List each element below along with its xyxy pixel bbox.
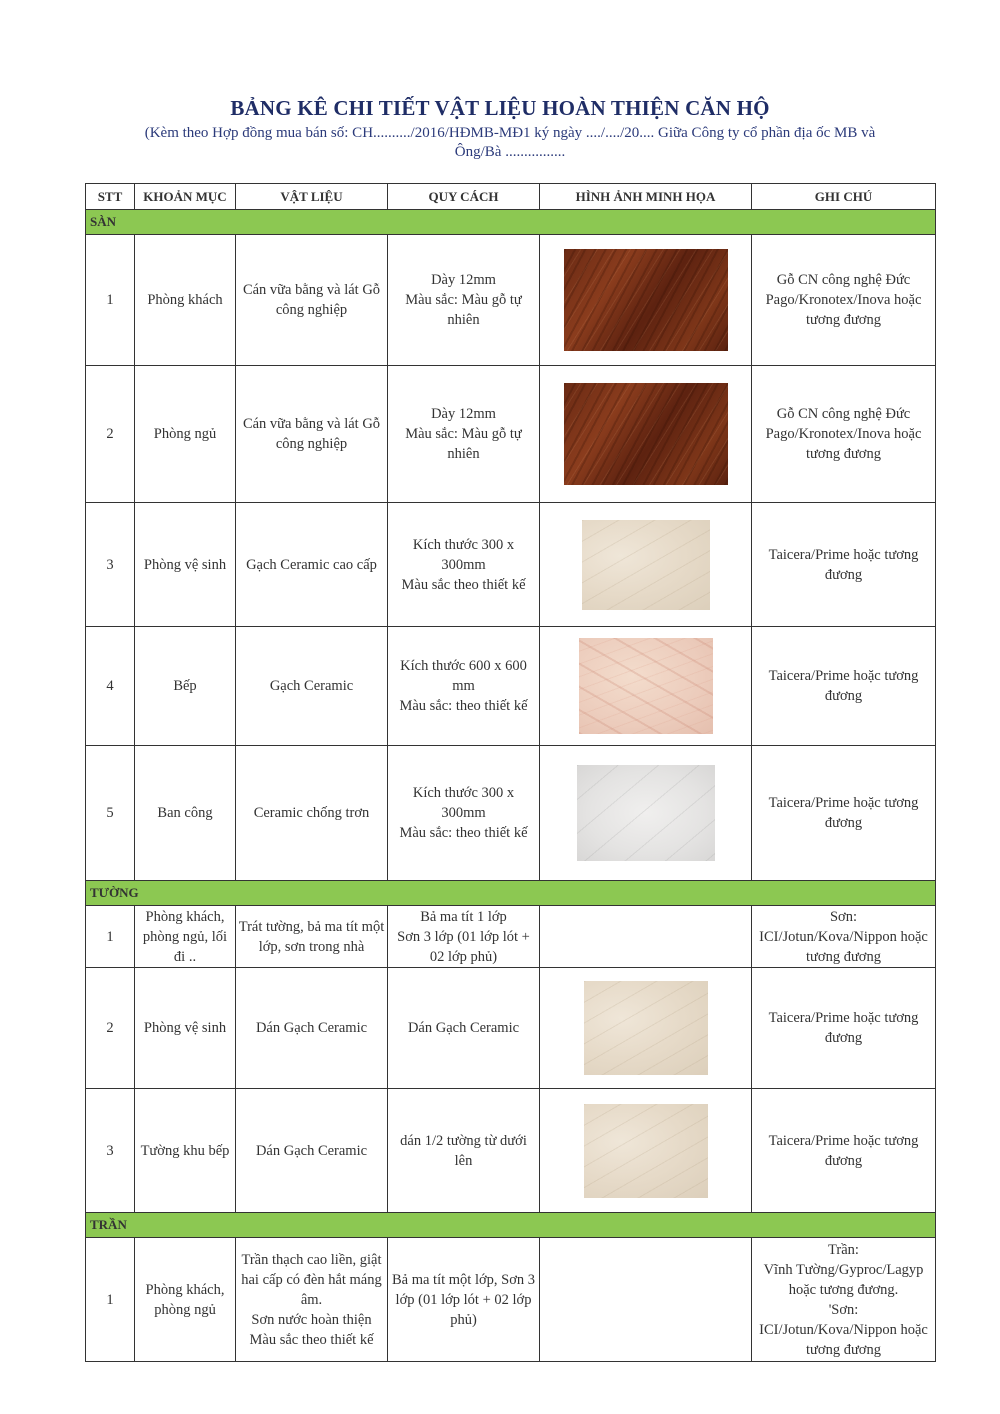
table-row — [86, 968, 936, 1089]
cell-stt: 3 — [86, 1089, 135, 1213]
wood-floor-swatch-image — [564, 249, 728, 351]
cell-material: Ceramic chống trơn — [236, 746, 388, 881]
cell-image — [540, 1238, 752, 1362]
cell-item: Phòng vệ sinh — [135, 968, 236, 1089]
cell-image — [540, 906, 752, 968]
beige-tile-swatch-image — [584, 1104, 708, 1198]
col-header-spec: QUY CÁCH — [388, 184, 540, 210]
cell-item: Phòng khách, phòng ngủ — [135, 1238, 236, 1362]
cell-spec: Dày 12mm Màu sắc: Màu gỗ tự nhiên — [388, 235, 540, 366]
subtitle-line-2: Ông/Bà ................ — [454, 144, 566, 160]
cell-item: Tường khu bếp — [135, 1089, 236, 1213]
pink-marble-swatch-image — [579, 638, 713, 734]
section-label: TƯỜNG — [86, 881, 936, 906]
table-row — [86, 1089, 936, 1213]
page-subtitle — [100, 124, 920, 162]
section-label: TRẦN — [86, 1213, 936, 1238]
grey-tile-swatch-image — [577, 765, 715, 861]
cell-spec: Bả ma tít một lớp, Sơn 3 lớp (01 lớp lót + 02 lớp phủ) — [388, 1238, 540, 1362]
cell-note: Taicera/Prime hoặc tương đương — [752, 503, 936, 627]
table-row — [86, 906, 936, 968]
cell-spec: Dán Gạch Ceramic — [388, 968, 540, 1089]
table-row — [86, 366, 936, 503]
cell-image — [540, 968, 752, 1089]
materials-table — [85, 183, 936, 1362]
cell-spec: Kích thước 600 x 600 mm Màu sắc: theo thiết kế — [388, 627, 540, 746]
col-header-image: HÌNH ẢNH MINH HỌA — [540, 184, 752, 210]
cell-item: Phòng khách, phòng ngủ, lối đi .. — [135, 906, 236, 968]
cell-image — [540, 1089, 752, 1213]
cell-material: Trát tường, bả ma tít một lớp, sơn trong nhà — [236, 906, 388, 968]
wood-floor-swatch-image — [564, 383, 728, 485]
cell-image — [540, 503, 752, 627]
table-row — [86, 746, 936, 881]
cell-note: Gỗ CN công nghệ Đức Pago/Kronotex/Inova hoặc tương đương — [752, 235, 936, 366]
cell-material: Dán Gạch Ceramic — [236, 968, 388, 1089]
col-header-material: VẬT LIỆU — [236, 184, 388, 210]
cell-stt: 1 — [86, 906, 135, 968]
cell-spec: Bả ma tít 1 lớp Sơn 3 lớp (01 lớp lót + 02 lớp phủ) — [388, 906, 540, 968]
cell-item: Bếp — [135, 627, 236, 746]
cell-stt: 4 — [86, 627, 135, 746]
cell-material: Cán vữa bằng và lát Gỗ công nghiệp — [236, 235, 388, 366]
page-title: BẢNG KÊ CHI TIẾT VẬT LIỆU HOÀN THIỆN CĂN HỘ — [230, 96, 770, 120]
section-row-tuong — [86, 881, 936, 906]
beige-tile-swatch-image — [582, 520, 710, 610]
cell-stt: 1 — [86, 1238, 135, 1362]
cell-item: Phòng vệ sinh — [135, 503, 236, 627]
table-row — [86, 627, 936, 746]
cell-stt: 5 — [86, 746, 135, 881]
cell-note: Sơn: ICI/Jotun/Kova/Nippon hoặc tương đương — [752, 906, 936, 968]
table-row — [86, 235, 936, 366]
cell-note: Gỗ CN công nghệ Đức Pago/Kronotex/Inova hoặc tương đương — [752, 366, 936, 503]
cell-note: Taicera/Prime hoặc tương đương — [752, 627, 936, 746]
cell-material: Gạch Ceramic — [236, 627, 388, 746]
cell-item: Phòng khách — [135, 235, 236, 366]
section-label: SÀN — [86, 210, 936, 235]
cell-note: Taicera/Prime hoặc tương đương — [752, 746, 936, 881]
cell-material: Trần thạch cao liền, giật hai cấp có đèn hắt máng âm. Sơn nước hoàn thiện Màu sắc theo thiết kế — [236, 1238, 388, 1362]
cell-stt: 2 — [86, 968, 135, 1089]
subtitle-line-1: (Kèm theo Hợp đồng mua bán số: CH........../2016/HĐMB-MĐ1 ký ngày ..../..../20.... Giữa Công ty cổ phần địa ốc MB và — [144, 125, 876, 141]
cell-image — [540, 746, 752, 881]
section-row-san — [86, 210, 936, 235]
table-header-row — [86, 184, 936, 210]
cell-spec: dán 1/2 tường từ dưới lên — [388, 1089, 540, 1213]
cell-image — [540, 627, 752, 746]
cell-item: Ban công — [135, 746, 236, 881]
col-header-stt: STT — [86, 184, 135, 210]
cell-spec: Dày 12mm Màu sắc: Màu gỗ tự nhiên — [388, 366, 540, 503]
cell-material: Gạch Ceramic cao cấp — [236, 503, 388, 627]
cell-note: Taicera/Prime hoặc tương đương — [752, 968, 936, 1089]
table-row — [86, 503, 936, 627]
cell-item: Phòng ngủ — [135, 366, 236, 503]
cell-stt: 2 — [86, 366, 135, 503]
cell-image — [540, 366, 752, 503]
cell-image — [540, 235, 752, 366]
col-header-item: KHOẢN MỤC — [135, 184, 236, 210]
cell-spec: Kích thước 300 x 300mm Màu sắc theo thiết kế — [388, 503, 540, 627]
col-header-note: GHI CHÚ — [752, 184, 936, 210]
section-row-tran — [86, 1213, 936, 1238]
cell-note: Taicera/Prime hoặc tương đương — [752, 1089, 936, 1213]
beige-tile-swatch-image — [584, 981, 708, 1075]
cell-note: Trần: Vĩnh Tường/Gyproc/Lagyp hoặc tương đương. 'Sơn: ICI/Jotun/Kova/Nippon hoặc tương đương — [752, 1238, 936, 1362]
cell-material: Dán Gạch Ceramic — [236, 1089, 388, 1213]
table-row — [86, 1238, 936, 1362]
cell-spec: Kích thước 300 x 300mm Màu sắc: theo thiết kế — [388, 746, 540, 881]
cell-stt: 1 — [86, 235, 135, 366]
cell-stt: 3 — [86, 503, 135, 627]
cell-material: Cán vữa bằng và lát Gỗ công nghiệp — [236, 366, 388, 503]
